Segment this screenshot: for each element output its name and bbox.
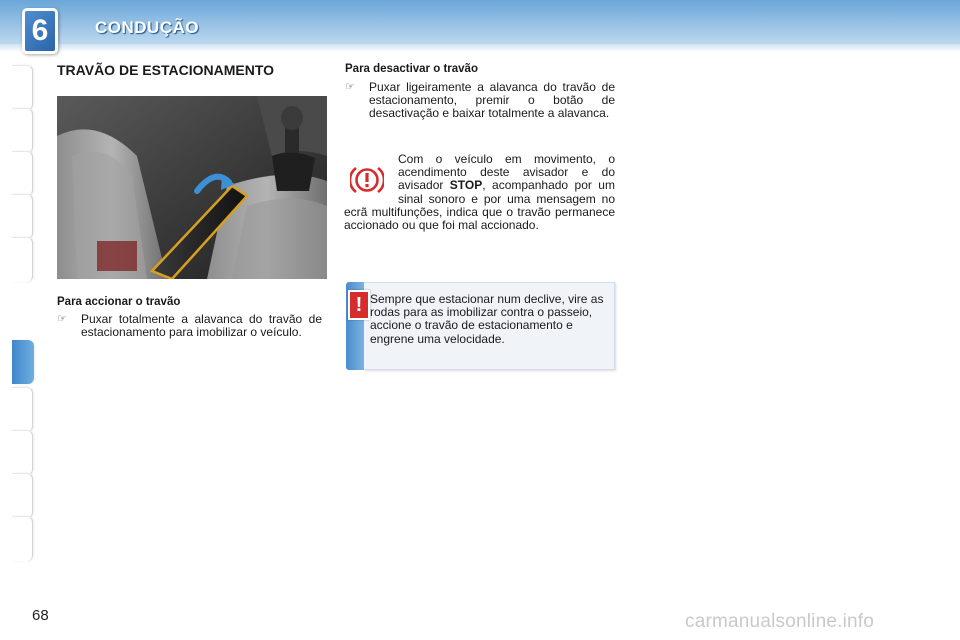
chapter-tab-8[interactable] [12, 430, 33, 475]
pointing-hand-icon: ☞ [345, 81, 355, 93]
chapter-tab-3[interactable] [12, 151, 33, 196]
release-text: Puxar ligeiramente a alavanca do travão de estacionamento, premir o botão de desactivação e baixar totalmente a alavanca. [369, 80, 615, 120]
page-number: 68 [32, 607, 49, 624]
engage-heading: Para accionar o travão [57, 296, 181, 308]
chapter-tab-6-active[interactable] [12, 340, 34, 384]
warning-paragraph [344, 153, 615, 232]
header-shadow [0, 44, 960, 52]
chapter-header [0, 0, 960, 60]
section-title: TRAVÃO DE ESTACIONAMENTO [57, 62, 275, 78]
watermark: carmanualsonline.info [685, 611, 875, 632]
parking-note [346, 282, 616, 370]
release-instruction [345, 81, 615, 120]
chapter-tab-1[interactable] [12, 65, 33, 110]
chapter-tab-10[interactable] [12, 516, 33, 561]
chapter-title: CONDUÇÃO [95, 18, 200, 37]
note-text: Sempre que estacionar num declive, vire as rodas para as imobilizar contra o passeio, accione o travão de estacionamento e engrene uma velocidade. [370, 292, 604, 346]
chapter-tab-7[interactable] [12, 387, 33, 432]
engage-instruction [57, 313, 322, 339]
chapter-tabs [12, 65, 34, 575]
chapter-number-badge: 6 [22, 8, 58, 54]
chapter-tab-4[interactable] [12, 194, 33, 239]
warning-text-before: Com o veículo em movimento, o acendimento deste avisador e do avisador [398, 152, 615, 193]
engage-text: Puxar totalmente a alavanca do travão de estacionamento para imobilizar o veículo. [81, 312, 322, 339]
stop-label: STOP [449, 178, 483, 193]
chapter-tab-9[interactable] [12, 473, 33, 518]
pointing-hand-icon: ☞ [57, 313, 67, 325]
release-heading: Para desactivar o travão [345, 63, 478, 75]
chapter-tab-2[interactable] [12, 108, 33, 153]
warning-text-after: , acompanhado por um sinal sonoro e por uma mensagem no ecrã multifunções, indica que o travão permanece accionado ou que foi mal accionado. [344, 178, 615, 233]
chapter-tab-5[interactable] [12, 237, 33, 282]
exclamation-icon: ! [348, 290, 370, 320]
parking-brake-photo [57, 96, 327, 279]
